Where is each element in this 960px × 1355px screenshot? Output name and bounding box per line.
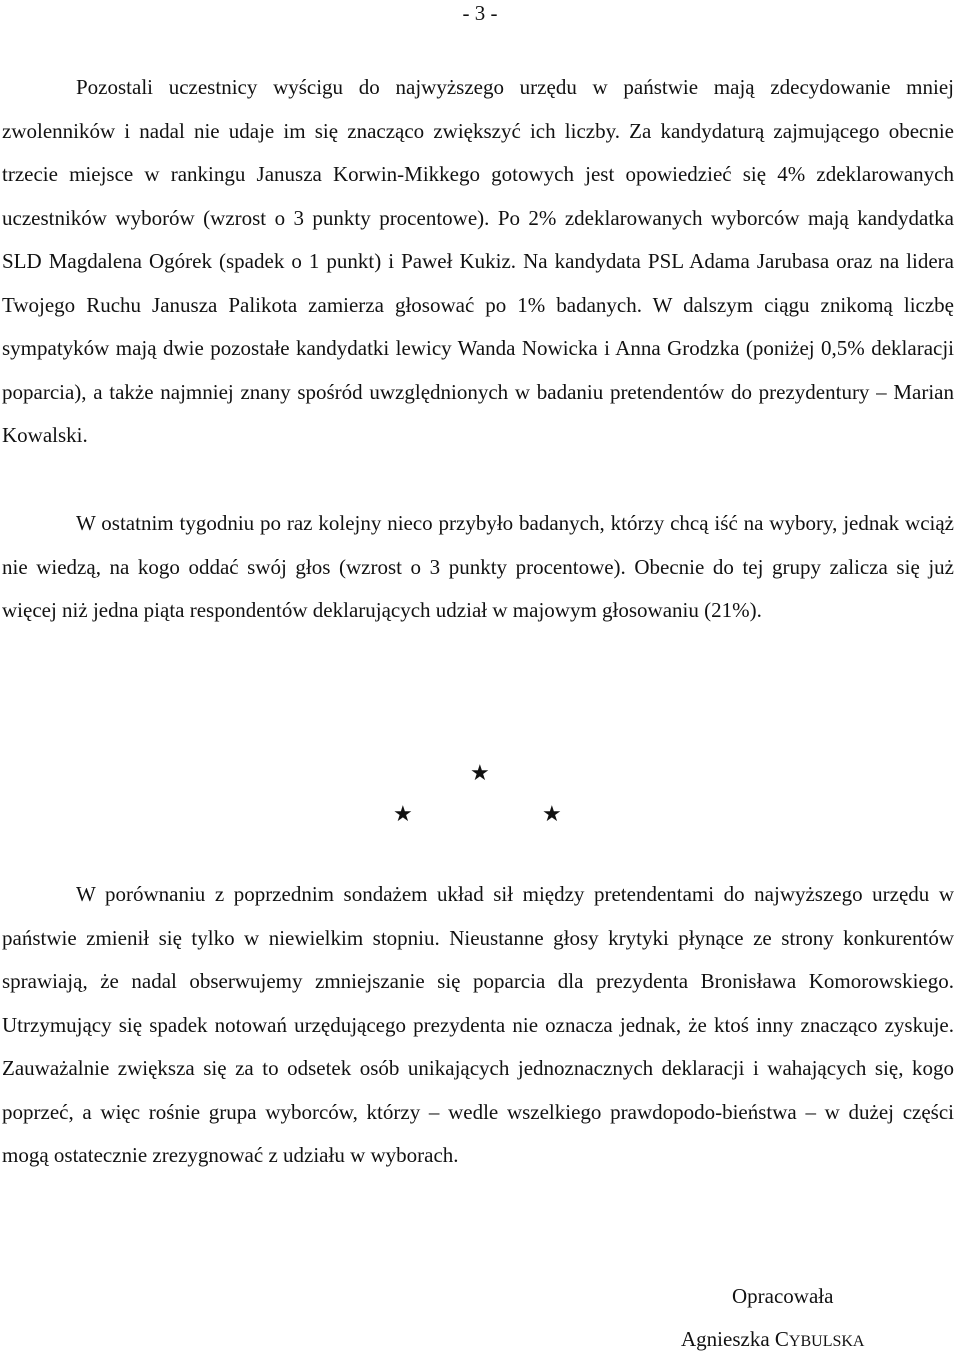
- separator-star-icon: ★: [542, 802, 562, 827]
- page-number: - 3 -: [462, 1, 498, 25]
- paragraph-summary: W porównaniu z poprzednim sondażem układ sił między pretendentami do najwyższego urzędu w państwie zmienił się tylko w niewielkim stopniu. Nieustanne głosy krytyki płynące ze strony konkurentów sprawiają, że nadal obserwujemy zmniejszanie się poparcia dla prezydenta Bronisława Komorowskiego. Utrzymujący się spadek notowań urzędującego prezydenta nie oznacza jednak, że ktoś inny znacząco zyskuje. Zauważalnie zwiększa się za to odsetek osób unikających jednoznacznych deklaracji i wahających się, kogo poprzeć, a więc rośnie grupa wyborców, którzy – wedle wszelkiego prawdopodo-bieństwa – w dużej części mogą ostatecznie zrezygnować z udziału w wyborach.: [2, 882, 954, 1167]
- paragraph-other-candidates: Pozostali uczestnicy wyścigu do najwyższego urzędu w państwie mają zdecydowanie mniej zwolenników i nadal nie udaje im się znacząco zwiększyć ich liczby. Za kandydaturą zajmującego obecnie trzecie miejsce w rankingu Janusza Korwin-Mikkego gotowych jest opowiedzieć się 4% zdeklarowanych uczestników wyborów (wzrost o 3 punkty procentowe). Po 2% zdeklarowanych wyborców mają kandydatka SLD Magdalena Ogórek (spadek o 1 punkt) i Paweł Kukiz. Na kandydata PSL Adama Jarubasa oraz na lidera Twojego Ruchu Janusza Palikota zamierza głosować po 1% badanych. W dalszym ciągu znikomą liczbę sympatyków mają dwie pozostałe kandydatki lewicy Wanda Nowicka i Anna Grodzka (poniżej 0,5% deklaracji poparcia), a także najmniej znany spośród uwzględnionych w badaniu pretendentów do prezydentury – Marian Kowalski.: [2, 75, 954, 447]
- signature-label: Opracowała: [732, 1284, 834, 1308]
- separator-star-icon: ★: [470, 761, 490, 786]
- separator-star-icon: ★: [393, 802, 413, 827]
- author-surname-rest: YBULSKA: [788, 1333, 865, 1350]
- paragraph-undecided-voters: W ostatnim tygodniu po raz kolejny nieco przybyło badanych, którzy chcą iść na wybory, jednak wciąż nie wiedzą, na kogo oddać swój głos (wzrost o 3 punkty procentowe). Obecnie do tej grupy zalicza się już więcej niż jedna piąta respondentów deklarujących udział w majowym głosowaniu (21%).: [2, 511, 954, 622]
- author-surname-initial: C: [774, 1327, 789, 1351]
- author-first-name: Agnieszka: [681, 1327, 770, 1351]
- signature-author: [681, 1326, 864, 1355]
